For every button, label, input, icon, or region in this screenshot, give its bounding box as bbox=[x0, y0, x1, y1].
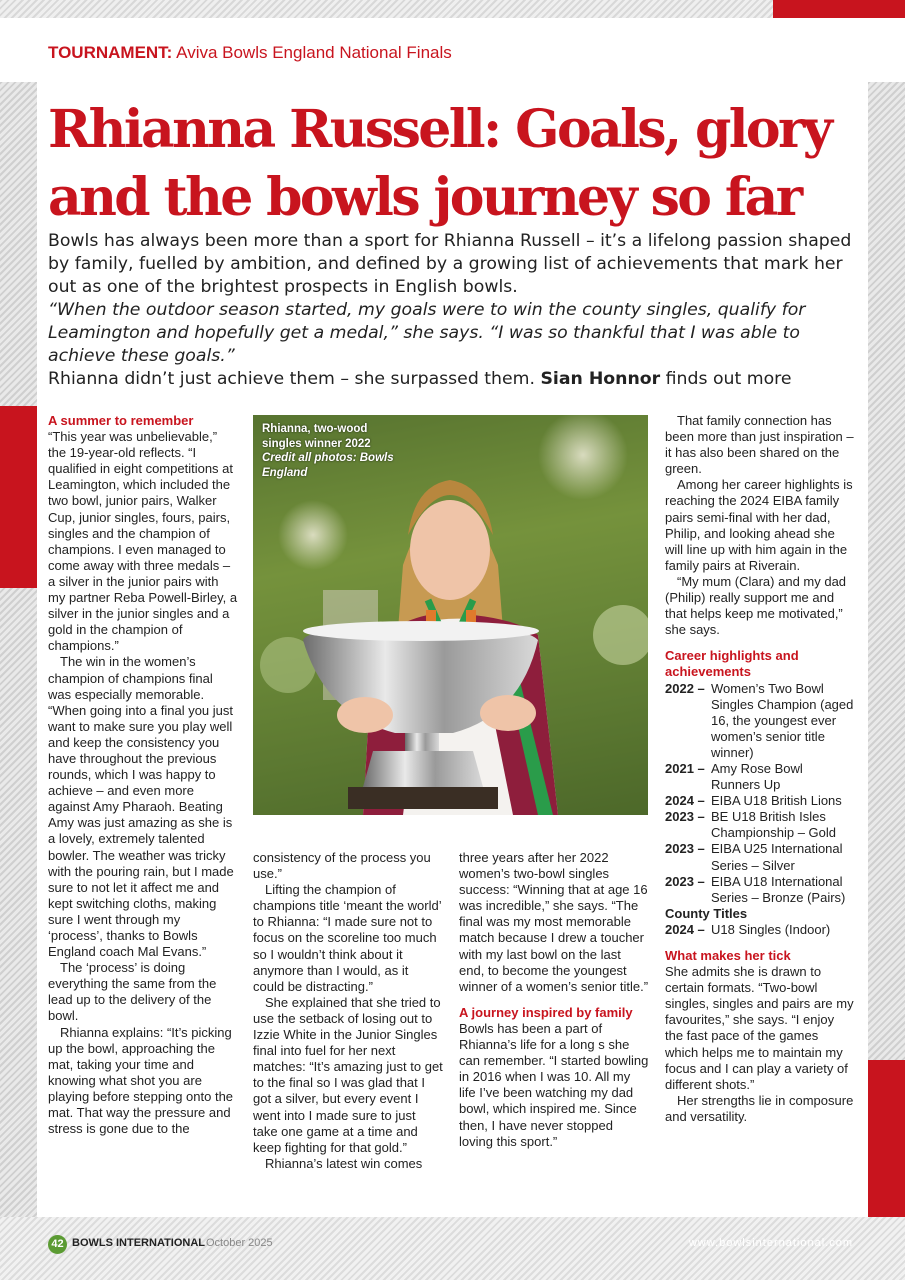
highlight-year: 2023 – bbox=[665, 873, 705, 889]
headline bbox=[48, 96, 868, 232]
county-titles-heading: County Titles bbox=[665, 905, 748, 921]
paragraph: “This year was unbelievable,” the 19-year-old reflects. “I qualified in eight competitions at Leamington, which included the two bowl, junior pairs, Walker Cup, junior singles, fours, pairs, singles and the champion of champions. I even managed to come away with three medals – a silver in the junior pairs with my partner Reba Powell-Birley, a silver in the junior singles and a gold in the champion of champions.” bbox=[48, 429, 238, 654]
highlight-year: 2024 – bbox=[665, 793, 705, 809]
footer-magazine-title: BOWLS INTERNATIONAL bbox=[72, 1237, 206, 1249]
subhead-highlights: Career highlights and achievements bbox=[665, 648, 799, 680]
right-border-hatch bbox=[868, 82, 905, 1217]
kicker-label: TOURNAMENT: bbox=[48, 43, 173, 62]
highlight-text: EIBA U25 International Series – Silver bbox=[711, 841, 843, 873]
paragraph: Among her career highlights is reaching the 2024 EIBA family pairs semi-final with her dad, Philip, and looking ahead she will line up with him again in the family pairs at Riverain. bbox=[665, 477, 853, 573]
subhead-tick: What makes her tick bbox=[665, 948, 791, 963]
highlight-text: Amy Rose Bowl Runners Up bbox=[711, 760, 803, 793]
county-year: 2024 – bbox=[665, 921, 705, 937]
paragraph: The ‘process’ is doing everything the same from the lead up to the delivery of the bowl. bbox=[48, 960, 217, 1024]
kicker-event: Aviva Bowls England National Finals bbox=[176, 43, 452, 62]
top-red-accent bbox=[773, 0, 905, 18]
paragraph: The win in the women’s champion of champions final was especially memorable. “When going into a final you just want to make sure you play well and keep the consistency you have throughout the previous rounds, which I was happy to achieve – and even more against Amy Pharaoh. Beating Amy was just amazing as she is a lovely, extremely talented bowler. The weather was tricky with the pouring rain, but I made sure to not let it affect me and kept switching cloths, making sure I went through my ‘process’, thanks to Bowls England coach Mal Evans.” bbox=[48, 654, 234, 960]
top-hatch-strip bbox=[0, 0, 905, 18]
highlight-text: EIBA U18 International Series – Bronze (Pairs) bbox=[711, 873, 846, 905]
paragraph: That family connection has been more than just inspiration – it has also been shared on the green. bbox=[665, 413, 854, 477]
paragraph: Rhianna explains: “It’s picking up the bowl, approaching the mat, taking your time and knowing what shot you are playing before stepping onto the mat. That way the pressure and stress is gone due to the bbox=[48, 1024, 234, 1137]
county-text: U18 Singles (Indoor) bbox=[711, 921, 831, 937]
page-number-badge: 42 bbox=[48, 1235, 67, 1254]
caption-text: Rhianna, two-wood singles winner 2022 bbox=[262, 423, 371, 450]
paragraph: consistency of the process you use.” bbox=[253, 850, 431, 882]
highlight-text: Women’s Two Bowl Singles Champion (aged 16, the youngest ever women’s senior title winner) bbox=[711, 680, 854, 760]
section-kicker bbox=[48, 42, 452, 64]
column-4 bbox=[665, 413, 855, 1125]
standfirst-byline bbox=[48, 368, 858, 391]
standfirst bbox=[48, 230, 858, 391]
left-border-hatch bbox=[0, 82, 37, 1217]
left-red-accent bbox=[0, 406, 37, 588]
highlight-item bbox=[665, 841, 855, 873]
highlights-list bbox=[665, 681, 855, 906]
headline-line-2: and the bowls journey so far bbox=[48, 167, 801, 228]
paragraph: Rhianna’s latest win comes bbox=[265, 1155, 423, 1171]
highlight-item bbox=[665, 874, 855, 906]
highlight-year: 2022 – bbox=[665, 680, 705, 696]
paragraph: She admits she is drawn to certain formats. “Two-bowl singles, singles and pairs are my favourites,” she says. “I enjoy the fast pace of the games which helps me to maintain my focus and I can play a variety of different shots.” bbox=[665, 964, 854, 1092]
highlight-item bbox=[665, 761, 855, 793]
footer-issue-date: October 2025 bbox=[206, 1237, 273, 1249]
column-3 bbox=[459, 850, 649, 1150]
highlight-text: EIBA U18 British Lions bbox=[711, 793, 842, 809]
byline-author: Sian Honnor bbox=[540, 369, 661, 389]
column-2 bbox=[253, 850, 443, 1172]
highlight-item bbox=[665, 793, 855, 809]
paragraph: “My mum (Clara) and my dad (Philip) really support me and that helps keep me motivated,” she says. bbox=[665, 573, 847, 638]
spacer bbox=[665, 938, 855, 948]
column-1 bbox=[48, 413, 238, 1137]
highlight-text: BE U18 British Isles Championship – Gold bbox=[711, 809, 837, 841]
paragraph: Lifting the champion of champions title ‘meant the world’ to Rhianna: “I made sure not to focus on the scoreline too much so I wouldn’t think about it anymore than I would, as it could be distracting.” bbox=[253, 882, 442, 994]
subhead-family: A journey inspired by family bbox=[459, 1004, 633, 1020]
byline-end: finds out more bbox=[665, 369, 792, 389]
spacer bbox=[665, 638, 855, 648]
standfirst-intro: Bowls has always been more than a sport for Rhianna Russell – it’s a lifelong passion shaped by family, fuelled by ambition, and defined by a growing list of achievements that mark her out as one of the brightest prospects in English bowls. bbox=[48, 231, 852, 297]
spacer bbox=[459, 995, 649, 1005]
highlight-year: 2023 – bbox=[665, 809, 705, 825]
county-title-item bbox=[665, 922, 855, 938]
subhead-summer: A summer to remember bbox=[48, 413, 194, 428]
footer-website-url: www.bowlsinternational.com bbox=[688, 1237, 853, 1249]
byline-start: Rhianna didn’t just achieve them – she surpassed them. bbox=[48, 369, 535, 389]
highlight-item bbox=[665, 809, 855, 841]
paragraph: She explained that she tried to use the setback of losing out to Izzie White in the Junior Singles final into fuel for her next matches: “It’s amazing just to get to the final so I was glad that I got a silver, but every event I went into I made sure to just take one game at a time and keep fighting for that gold.” bbox=[253, 994, 443, 1155]
paragraph: Her strengths lie in composure and versatility. bbox=[665, 1092, 854, 1124]
photo-caption bbox=[262, 422, 402, 480]
headline-line-1: Rhianna Russell: Goals, glory bbox=[48, 99, 831, 160]
paragraph: Bowls has been a part of Rhianna’s life for a long s she can remember. “I started bowling in 2016 when I was 10. All my life I’ve been watching my dad bowl, which inspired me. Since then, I have never stopped loving this sport.” bbox=[459, 1020, 649, 1149]
photo-credit: Credit all photos: Bowls England bbox=[262, 452, 394, 479]
highlight-item bbox=[665, 681, 855, 761]
highlight-year: 2023 – bbox=[665, 841, 705, 857]
highlight-year: 2021 – bbox=[665, 760, 705, 776]
paragraph: three years after her 2022 women’s two-bowl singles success: “Winning that at age 16 was incredible,” she says. “The final was my most memorable match because I drew a toucher with my last bowl on the last end, to become the youngest winner of a women’s senior title.” bbox=[459, 850, 649, 994]
standfirst-quote: “When the outdoor season started, my goals were to win the county singles, qualify for Leamington and hopefully get a medal,” she says. “I was so thankful that I was able to achieve these goals.” bbox=[48, 300, 806, 366]
